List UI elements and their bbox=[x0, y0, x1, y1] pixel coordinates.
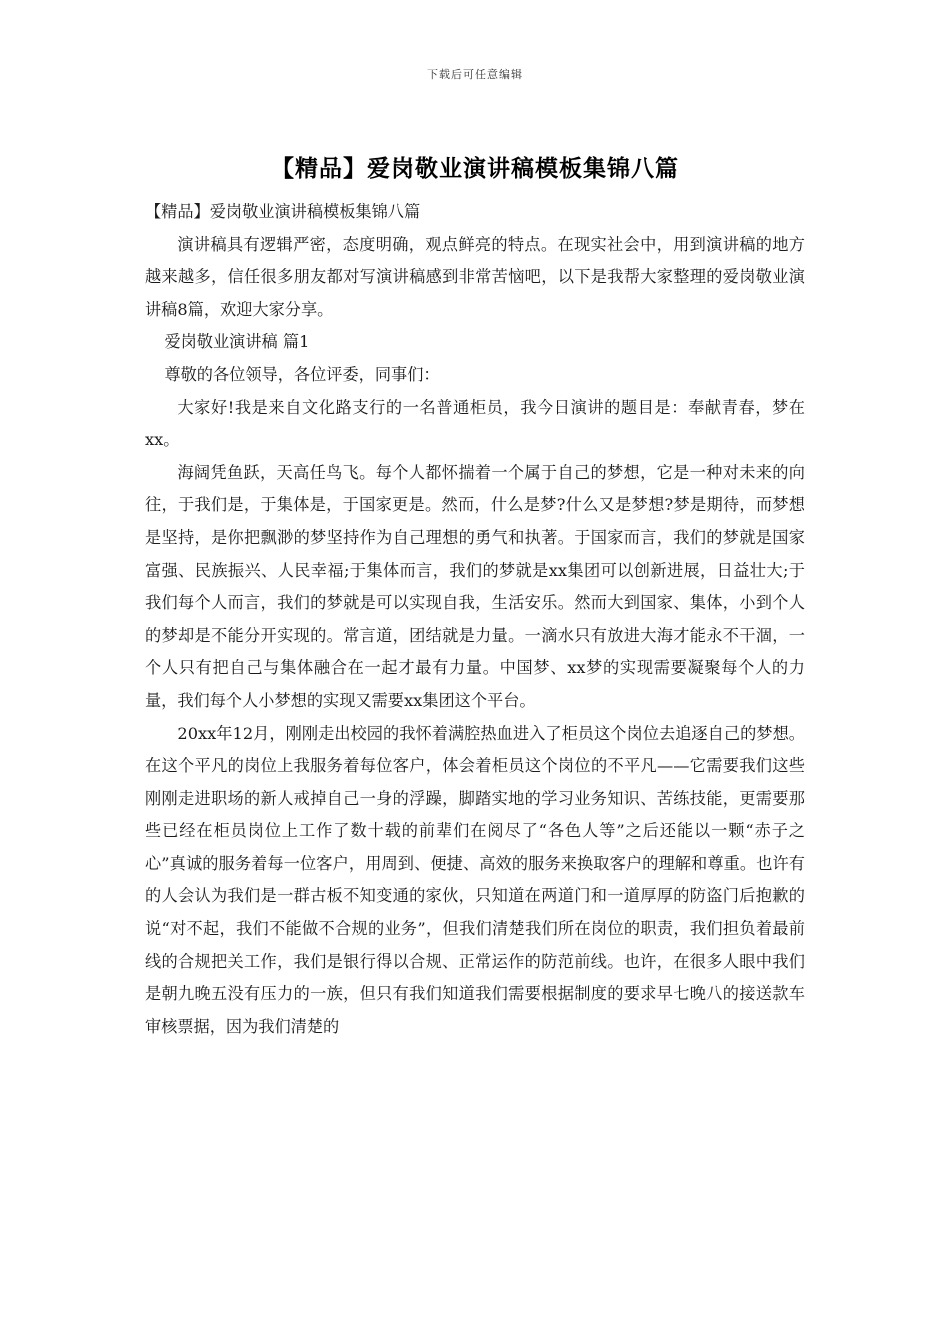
intro-paragraph: 演讲稿具有逻辑严密，态度明确，观点鲜亮的特点。在现实社会中，用到演讲稿的地方越来越多，信任很多朋友都对写演讲稿感到非常苦恼吧，以下是我帮大家整理的爱岗敬业演讲稿8篇，欢迎大家分享。 bbox=[145, 234, 805, 319]
section-heading: 爱岗敬业演讲稿 篇1 bbox=[164, 332, 310, 352]
body-paragraph: 大家好!我是来自文化路支行的一名普通柜员，我今日演讲的题目是：奉献青春，梦在xx。 bbox=[145, 397, 805, 450]
document-title: 【精品】爱岗敬业演讲稿模板集锦八篇 bbox=[271, 156, 679, 182]
document-body bbox=[145, 196, 805, 1043]
document-subtitle: 【精品】爱岗敬业演讲稿模板集锦八篇 bbox=[145, 202, 421, 221]
header-note: 下载后可任意编辑 bbox=[427, 68, 523, 81]
greeting-line: 尊敬的各位领导，各位评委，同事们： bbox=[164, 364, 440, 384]
body-paragraph: 海阔凭鱼跃，天高任鸟飞。每个人都怀揣着一个属于自己的梦想，它是一种对未来的向往，于我们是，于集体是，于国家更是。然而，什么是梦?什么又是梦想?梦是期待，而梦想是坚持，是你把飘渺的梦坚持作为自己理想的勇气和执著。于国家而言，我们的梦就是国家富强、民族振兴、人民幸福;于集体而言，我们的梦就是xx集团可以创新进展，日益壮大;于我们每个人而言，我们的梦就是可以实现自我，生活安乐。然而大到国家、集体，小到个人的梦却是不能分开实现的。常言道，团结就是力量。一滴水只有放进大海才能永不干涸，一个人只有把自己与集体融合在一起才最有力量。中国梦、xx梦的实现需要凝聚每个人的力量，我们每个人小梦想的实现又需要xx集团这个平台。 bbox=[145, 462, 805, 710]
body-paragraph: 20xx年12月，刚刚走出校园的我怀着满腔热血进入了柜员这个岗位去追逐自己的梦想。在这个平凡的岗位上我服务着每位客户，体会着柜员这个岗位的不平凡——它需要我们这些刚刚走进职场的新人戒掉自己一身的浮躁，脚踏实地的学习业务知识、苦练技能，更需要那些已经在柜员岗位上工作了数十载的前辈们在阅尽了“各色人等”之后还能以一颗“赤子之心”真诚的服务着每一位客户，用周到、便捷、高效的服务来换取客户的理解和尊重。也许有的人会认为我们是一群古板不知变通的家伙，只知道在两道门和一道厚厚的防盗门后抱歉的说“对不起，我们不能做不合规的业务”，但我们清楚我们所在岗位的职责，我们担负着最前线的合规把关工作，我们是银行得以合规、正常运作的防范前线。也许，在很多人眼中我们是朝九晚五没有压力的一族，但只有我们知道我们需要根据制度的要求早七晚八的接送款车审核票据，因为我们清楚的 bbox=[145, 723, 805, 1036]
